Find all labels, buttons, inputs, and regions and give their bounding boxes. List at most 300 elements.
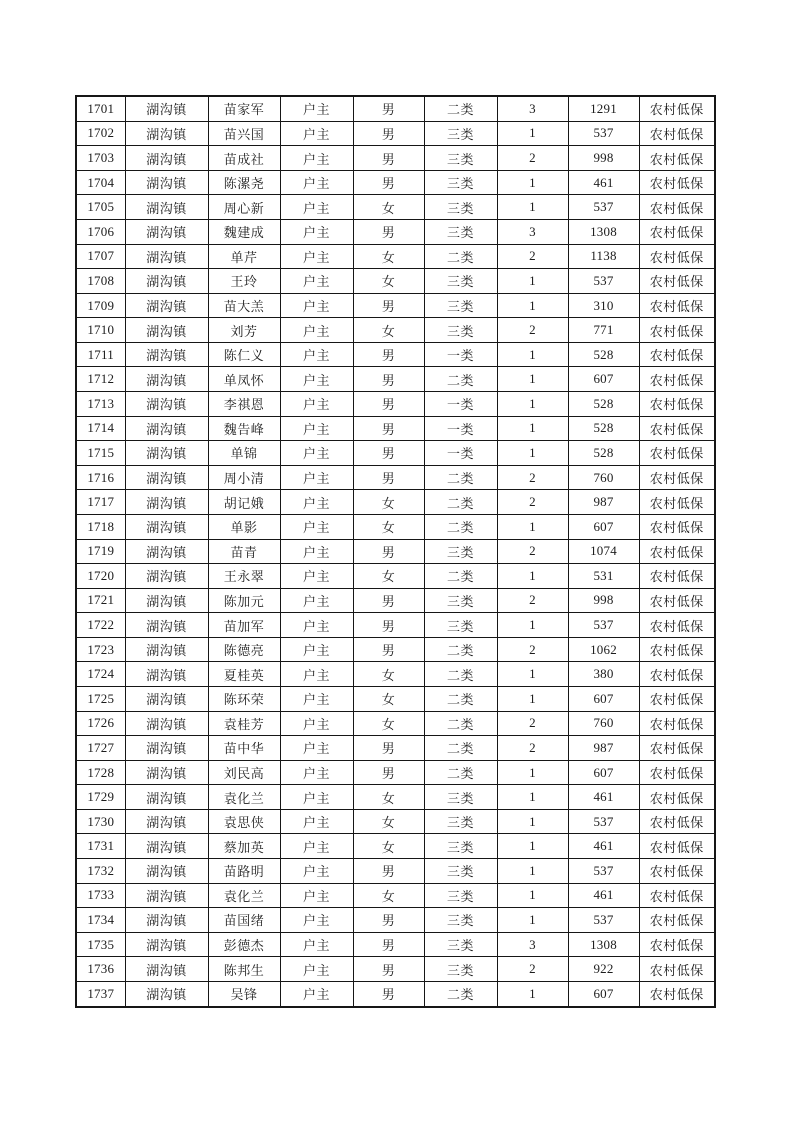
cell-category: 二类 <box>424 760 497 785</box>
cell-id: 1703 <box>76 146 125 171</box>
cell-count: 1 <box>497 342 568 367</box>
cell-relation: 户主 <box>280 293 353 318</box>
cell-category: 三类 <box>424 588 497 613</box>
cell-name: 苗成社 <box>208 146 280 171</box>
cell-relation: 户主 <box>280 490 353 515</box>
cell-amount: 607 <box>568 686 639 711</box>
cell-count: 2 <box>497 588 568 613</box>
cell-count: 1 <box>497 809 568 834</box>
cell-count: 1 <box>497 269 568 294</box>
cell-amount: 461 <box>568 785 639 810</box>
cell-category: 二类 <box>424 465 497 490</box>
cell-amount: 922 <box>568 957 639 982</box>
cell-count: 1 <box>497 121 568 146</box>
cell-gender: 女 <box>353 883 424 908</box>
cell-type: 农村低保 <box>639 416 715 441</box>
cell-amount: 537 <box>568 613 639 638</box>
table-row <box>76 96 715 121</box>
cell-count: 3 <box>497 96 568 121</box>
cell-type: 农村低保 <box>639 96 715 121</box>
cell-relation: 户主 <box>280 588 353 613</box>
cell-amount: 461 <box>568 170 639 195</box>
cell-amount: 537 <box>568 269 639 294</box>
cell-gender: 男 <box>353 539 424 564</box>
cell-town: 湖沟镇 <box>125 637 208 662</box>
cell-category: 一类 <box>424 342 497 367</box>
cell-amount: 998 <box>568 588 639 613</box>
cell-category: 三类 <box>424 146 497 171</box>
cell-count: 1 <box>497 441 568 466</box>
cell-category: 二类 <box>424 564 497 589</box>
cell-relation: 户主 <box>280 711 353 736</box>
table-row <box>76 220 715 245</box>
cell-relation: 户主 <box>280 318 353 343</box>
cell-relation: 户主 <box>280 932 353 957</box>
cell-count: 1 <box>497 859 568 884</box>
table-row <box>76 908 715 933</box>
cell-relation: 户主 <box>280 957 353 982</box>
cell-name: 袁化兰 <box>208 883 280 908</box>
cell-town: 湖沟镇 <box>125 342 208 367</box>
cell-count: 1 <box>497 883 568 908</box>
cell-gender: 女 <box>353 244 424 269</box>
cell-gender: 男 <box>353 465 424 490</box>
cell-name: 苗路明 <box>208 859 280 884</box>
cell-amount: 380 <box>568 662 639 687</box>
cell-count: 2 <box>497 146 568 171</box>
table-row <box>76 416 715 441</box>
cell-count: 1 <box>497 195 568 220</box>
cell-id: 1724 <box>76 662 125 687</box>
table-row <box>76 834 715 859</box>
table-row <box>76 514 715 539</box>
cell-id: 1735 <box>76 932 125 957</box>
cell-category: 三类 <box>424 785 497 810</box>
cell-relation: 户主 <box>280 809 353 834</box>
cell-id: 1705 <box>76 195 125 220</box>
cell-category: 三类 <box>424 957 497 982</box>
cell-category: 二类 <box>424 981 497 1007</box>
table-row <box>76 367 715 392</box>
cell-gender: 女 <box>353 318 424 343</box>
cell-type: 农村低保 <box>639 588 715 613</box>
cell-gender: 男 <box>353 367 424 392</box>
cell-gender: 女 <box>353 711 424 736</box>
cell-gender: 男 <box>353 170 424 195</box>
table-row <box>76 637 715 662</box>
table-row <box>76 121 715 146</box>
cell-amount: 987 <box>568 736 639 761</box>
table-row <box>76 736 715 761</box>
cell-category: 三类 <box>424 883 497 908</box>
cell-id: 1733 <box>76 883 125 908</box>
cell-id: 1718 <box>76 514 125 539</box>
cell-relation: 户主 <box>280 760 353 785</box>
table-row <box>76 809 715 834</box>
table-row <box>76 269 715 294</box>
cell-category: 二类 <box>424 96 497 121</box>
cell-count: 1 <box>497 662 568 687</box>
cell-town: 湖沟镇 <box>125 908 208 933</box>
cell-name: 周心新 <box>208 195 280 220</box>
cell-id: 1719 <box>76 539 125 564</box>
cell-name: 陈邦生 <box>208 957 280 982</box>
cell-type: 农村低保 <box>639 932 715 957</box>
cell-amount: 1138 <box>568 244 639 269</box>
cell-amount: 607 <box>568 981 639 1007</box>
cell-type: 农村低保 <box>639 121 715 146</box>
cell-amount: 1291 <box>568 96 639 121</box>
cell-type: 农村低保 <box>639 490 715 515</box>
cell-amount: 528 <box>568 342 639 367</box>
cell-id: 1716 <box>76 465 125 490</box>
cell-town: 湖沟镇 <box>125 465 208 490</box>
cell-relation: 户主 <box>280 342 353 367</box>
cell-type: 农村低保 <box>639 564 715 589</box>
cell-relation: 户主 <box>280 465 353 490</box>
cell-town: 湖沟镇 <box>125 244 208 269</box>
cell-town: 湖沟镇 <box>125 220 208 245</box>
cell-count: 2 <box>497 637 568 662</box>
cell-relation: 户主 <box>280 367 353 392</box>
cell-relation: 户主 <box>280 564 353 589</box>
cell-type: 农村低保 <box>639 367 715 392</box>
cell-gender: 女 <box>353 834 424 859</box>
cell-gender: 女 <box>353 490 424 515</box>
cell-relation: 户主 <box>280 637 353 662</box>
cell-name: 陈仁义 <box>208 342 280 367</box>
cell-gender: 男 <box>353 932 424 957</box>
cell-gender: 男 <box>353 146 424 171</box>
cell-name: 苗兴国 <box>208 121 280 146</box>
cell-town: 湖沟镇 <box>125 981 208 1007</box>
cell-amount: 760 <box>568 465 639 490</box>
cell-category: 三类 <box>424 809 497 834</box>
table-row <box>76 318 715 343</box>
cell-id: 1709 <box>76 293 125 318</box>
cell-gender: 女 <box>353 686 424 711</box>
cell-type: 农村低保 <box>639 981 715 1007</box>
table-row <box>76 564 715 589</box>
cell-relation: 户主 <box>280 514 353 539</box>
cell-name: 陈环荣 <box>208 686 280 711</box>
cell-count: 1 <box>497 564 568 589</box>
cell-amount: 461 <box>568 834 639 859</box>
cell-name: 苗大羔 <box>208 293 280 318</box>
cell-type: 农村低保 <box>639 465 715 490</box>
cell-relation: 户主 <box>280 441 353 466</box>
cell-town: 湖沟镇 <box>125 613 208 638</box>
cell-id: 1712 <box>76 367 125 392</box>
cell-category: 三类 <box>424 318 497 343</box>
cell-name: 刘芳 <box>208 318 280 343</box>
cell-gender: 男 <box>353 957 424 982</box>
cell-count: 3 <box>497 932 568 957</box>
cell-amount: 537 <box>568 908 639 933</box>
cell-name: 彭德杰 <box>208 932 280 957</box>
cell-type: 农村低保 <box>639 195 715 220</box>
cell-id: 1704 <box>76 170 125 195</box>
cell-category: 三类 <box>424 170 497 195</box>
cell-type: 农村低保 <box>639 244 715 269</box>
cell-relation: 户主 <box>280 859 353 884</box>
table-row <box>76 195 715 220</box>
cell-count: 2 <box>497 736 568 761</box>
cell-id: 1727 <box>76 736 125 761</box>
cell-name: 苗中华 <box>208 736 280 761</box>
cell-category: 二类 <box>424 490 497 515</box>
cell-relation: 户主 <box>280 220 353 245</box>
cell-category: 二类 <box>424 637 497 662</box>
cell-amount: 1074 <box>568 539 639 564</box>
cell-name: 单凤怀 <box>208 367 280 392</box>
cell-name: 胡记娥 <box>208 490 280 515</box>
cell-gender: 男 <box>353 760 424 785</box>
cell-town: 湖沟镇 <box>125 883 208 908</box>
cell-id: 1726 <box>76 711 125 736</box>
table-row <box>76 244 715 269</box>
cell-amount: 310 <box>568 293 639 318</box>
cell-town: 湖沟镇 <box>125 146 208 171</box>
table-row <box>76 146 715 171</box>
cell-name: 单芹 <box>208 244 280 269</box>
cell-town: 湖沟镇 <box>125 662 208 687</box>
cell-id: 1721 <box>76 588 125 613</box>
cell-amount: 607 <box>568 514 639 539</box>
cell-gender: 女 <box>353 662 424 687</box>
cell-count: 1 <box>497 785 568 810</box>
cell-type: 农村低保 <box>639 736 715 761</box>
cell-relation: 户主 <box>280 785 353 810</box>
cell-type: 农村低保 <box>639 318 715 343</box>
cell-gender: 男 <box>353 981 424 1007</box>
cell-name: 陈加元 <box>208 588 280 613</box>
cell-town: 湖沟镇 <box>125 564 208 589</box>
cell-amount: 531 <box>568 564 639 589</box>
cell-amount: 537 <box>568 121 639 146</box>
cell-amount: 1308 <box>568 220 639 245</box>
cell-town: 湖沟镇 <box>125 293 208 318</box>
cell-id: 1728 <box>76 760 125 785</box>
cell-gender: 男 <box>353 220 424 245</box>
table-row <box>76 588 715 613</box>
cell-amount: 528 <box>568 441 639 466</box>
cell-id: 1717 <box>76 490 125 515</box>
cell-gender: 男 <box>353 736 424 761</box>
cell-category: 一类 <box>424 441 497 466</box>
cell-town: 湖沟镇 <box>125 195 208 220</box>
cell-gender: 女 <box>353 785 424 810</box>
cell-gender: 男 <box>353 121 424 146</box>
cell-type: 农村低保 <box>639 809 715 834</box>
cell-town: 湖沟镇 <box>125 834 208 859</box>
cell-id: 1729 <box>76 785 125 810</box>
cell-name: 王玲 <box>208 269 280 294</box>
cell-relation: 户主 <box>280 686 353 711</box>
cell-town: 湖沟镇 <box>125 539 208 564</box>
table-row <box>76 392 715 417</box>
cell-type: 农村低保 <box>639 760 715 785</box>
cell-gender: 女 <box>353 195 424 220</box>
cell-amount: 528 <box>568 392 639 417</box>
cell-type: 农村低保 <box>639 170 715 195</box>
cell-category: 三类 <box>424 908 497 933</box>
cell-category: 二类 <box>424 244 497 269</box>
cell-type: 农村低保 <box>639 883 715 908</box>
cell-town: 湖沟镇 <box>125 859 208 884</box>
cell-gender: 男 <box>353 96 424 121</box>
cell-category: 三类 <box>424 195 497 220</box>
cell-name: 蔡加英 <box>208 834 280 859</box>
cell-relation: 户主 <box>280 121 353 146</box>
cell-category: 三类 <box>424 932 497 957</box>
table-row <box>76 465 715 490</box>
cell-type: 农村低保 <box>639 834 715 859</box>
cell-relation: 户主 <box>280 416 353 441</box>
cell-category: 一类 <box>424 416 497 441</box>
cell-count: 1 <box>497 981 568 1007</box>
cell-category: 三类 <box>424 220 497 245</box>
cell-id: 1736 <box>76 957 125 982</box>
cell-name: 袁桂芳 <box>208 711 280 736</box>
cell-name: 苗青 <box>208 539 280 564</box>
cell-name: 单影 <box>208 514 280 539</box>
table-row <box>76 760 715 785</box>
table-row <box>76 957 715 982</box>
cell-gender: 男 <box>353 859 424 884</box>
cell-category: 二类 <box>424 736 497 761</box>
cell-type: 农村低保 <box>639 539 715 564</box>
cell-gender: 男 <box>353 392 424 417</box>
cell-id: 1734 <box>76 908 125 933</box>
cell-type: 农村低保 <box>639 220 715 245</box>
cell-town: 湖沟镇 <box>125 686 208 711</box>
cell-type: 农村低保 <box>639 859 715 884</box>
table-row <box>76 613 715 638</box>
cell-count: 2 <box>497 490 568 515</box>
table-row <box>76 293 715 318</box>
cell-type: 农村低保 <box>639 957 715 982</box>
cell-id: 1711 <box>76 342 125 367</box>
cell-name: 陈德亮 <box>208 637 280 662</box>
cell-category: 二类 <box>424 367 497 392</box>
cell-name: 苗加军 <box>208 613 280 638</box>
cell-id: 1701 <box>76 96 125 121</box>
cell-type: 农村低保 <box>639 146 715 171</box>
cell-id: 1725 <box>76 686 125 711</box>
cell-category: 二类 <box>424 662 497 687</box>
cell-type: 农村低保 <box>639 342 715 367</box>
cell-town: 湖沟镇 <box>125 392 208 417</box>
cell-category: 二类 <box>424 514 497 539</box>
cell-gender: 男 <box>353 342 424 367</box>
cell-town: 湖沟镇 <box>125 711 208 736</box>
cell-id: 1722 <box>76 613 125 638</box>
cell-amount: 998 <box>568 146 639 171</box>
cell-category: 三类 <box>424 293 497 318</box>
cell-relation: 户主 <box>280 269 353 294</box>
cell-id: 1708 <box>76 269 125 294</box>
cell-count: 2 <box>497 318 568 343</box>
cell-count: 2 <box>497 465 568 490</box>
cell-id: 1710 <box>76 318 125 343</box>
cell-category: 三类 <box>424 859 497 884</box>
cell-relation: 户主 <box>280 392 353 417</box>
cell-category: 二类 <box>424 711 497 736</box>
cell-town: 湖沟镇 <box>125 318 208 343</box>
cell-category: 三类 <box>424 834 497 859</box>
table-row <box>76 883 715 908</box>
cell-count: 1 <box>497 686 568 711</box>
cell-id: 1713 <box>76 392 125 417</box>
cell-name: 苗家军 <box>208 96 280 121</box>
cell-category: 三类 <box>424 269 497 294</box>
cell-id: 1732 <box>76 859 125 884</box>
records-table <box>75 95 716 1008</box>
table-row <box>76 711 715 736</box>
cell-relation: 户主 <box>280 908 353 933</box>
cell-amount: 537 <box>568 195 639 220</box>
cell-type: 农村低保 <box>639 514 715 539</box>
cell-name: 魏告峰 <box>208 416 280 441</box>
cell-name: 吴锋 <box>208 981 280 1007</box>
records-table-body <box>76 96 715 1007</box>
cell-town: 湖沟镇 <box>125 416 208 441</box>
cell-amount: 461 <box>568 883 639 908</box>
cell-name: 苗国绪 <box>208 908 280 933</box>
cell-amount: 1062 <box>568 637 639 662</box>
cell-name: 刘民高 <box>208 760 280 785</box>
cell-amount: 987 <box>568 490 639 515</box>
cell-id: 1715 <box>76 441 125 466</box>
table-row <box>76 539 715 564</box>
cell-gender: 男 <box>353 441 424 466</box>
table-row <box>76 490 715 515</box>
cell-category: 三类 <box>424 539 497 564</box>
cell-type: 农村低保 <box>639 441 715 466</box>
cell-id: 1714 <box>76 416 125 441</box>
cell-relation: 户主 <box>280 244 353 269</box>
cell-type: 农村低保 <box>639 613 715 638</box>
cell-type: 农村低保 <box>639 908 715 933</box>
cell-count: 1 <box>497 760 568 785</box>
cell-relation: 户主 <box>280 539 353 564</box>
cell-id: 1730 <box>76 809 125 834</box>
cell-town: 湖沟镇 <box>125 809 208 834</box>
cell-count: 1 <box>497 293 568 318</box>
cell-name: 陈漯尧 <box>208 170 280 195</box>
table-row <box>76 662 715 687</box>
cell-count: 1 <box>497 170 568 195</box>
cell-town: 湖沟镇 <box>125 957 208 982</box>
cell-count: 1 <box>497 514 568 539</box>
cell-count: 2 <box>497 711 568 736</box>
cell-count: 3 <box>497 220 568 245</box>
cell-id: 1737 <box>76 981 125 1007</box>
cell-amount: 760 <box>568 711 639 736</box>
cell-name: 李祺恩 <box>208 392 280 417</box>
cell-gender: 女 <box>353 269 424 294</box>
cell-town: 湖沟镇 <box>125 514 208 539</box>
table-row <box>76 859 715 884</box>
cell-town: 湖沟镇 <box>125 736 208 761</box>
cell-relation: 户主 <box>280 613 353 638</box>
cell-gender: 男 <box>353 637 424 662</box>
cell-count: 2 <box>497 957 568 982</box>
cell-town: 湖沟镇 <box>125 96 208 121</box>
cell-type: 农村低保 <box>639 392 715 417</box>
cell-amount: 537 <box>568 809 639 834</box>
